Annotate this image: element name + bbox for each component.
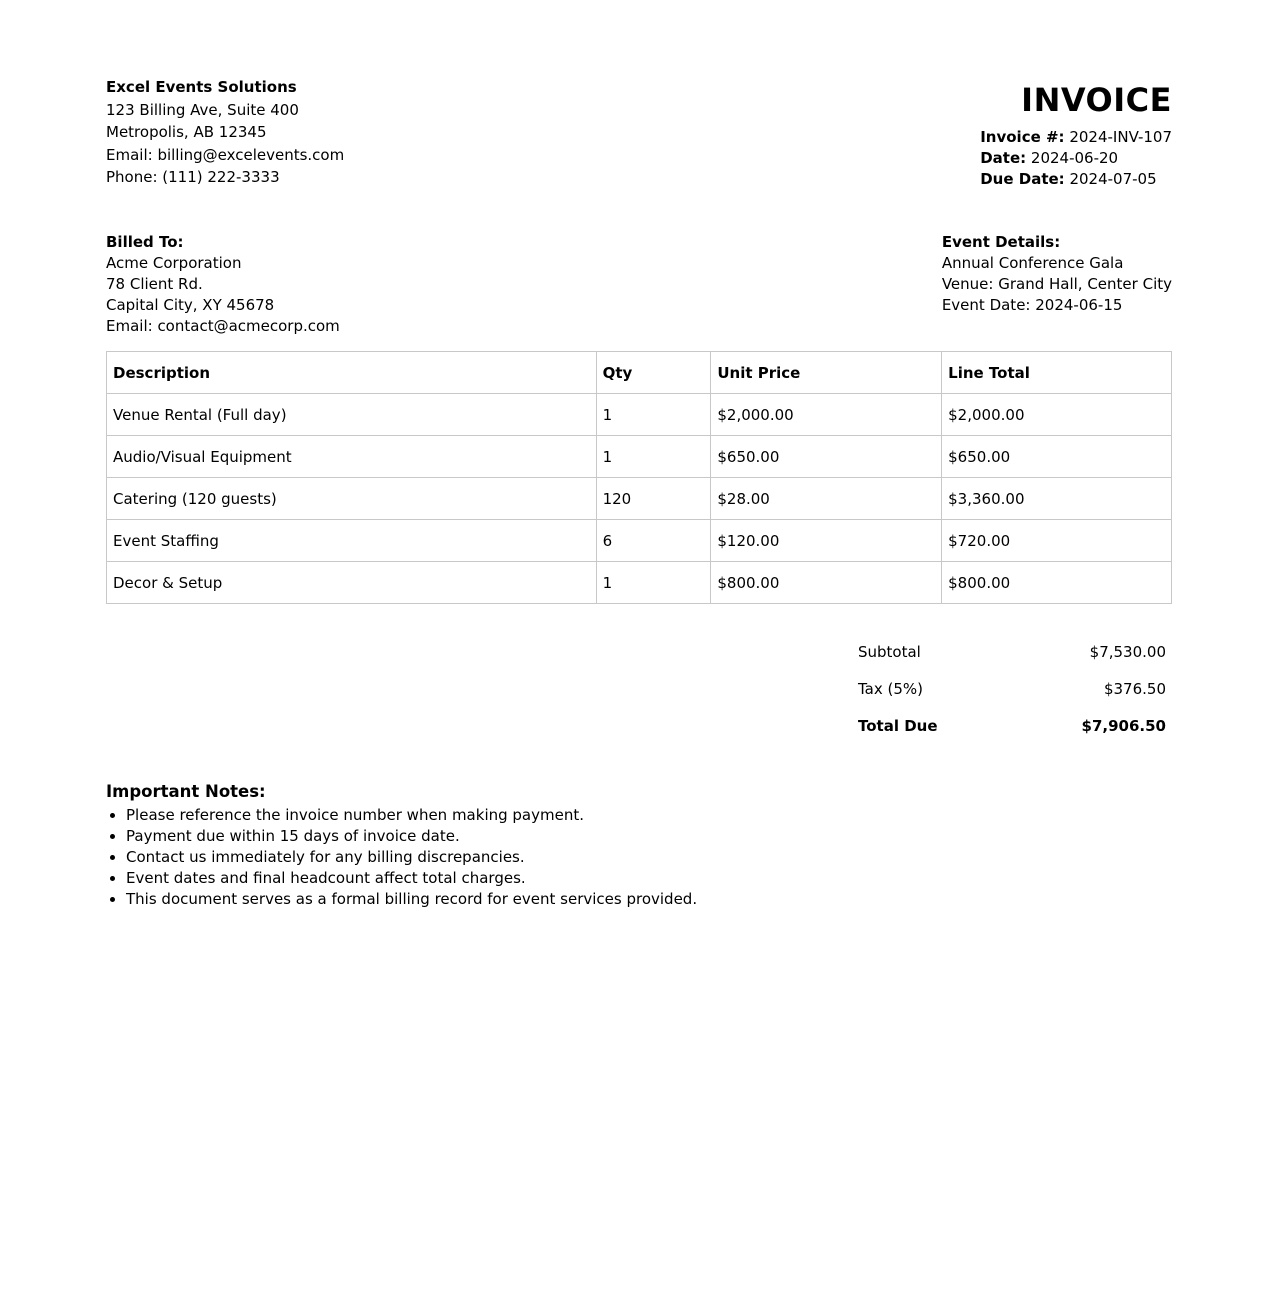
list-item: • Please reference the invoice number when making payment. <box>126 805 1172 826</box>
event-venue: Venue: Grand Hall, Center City <box>941 275 1172 293</box>
notes-section <box>106 779 1172 910</box>
cell-line-total: $2,000.00 <box>942 394 1172 436</box>
header-description: Description <box>107 352 597 394</box>
invoice-title: INVOICE <box>1021 81 1172 119</box>
invoice-number-label: Invoice #: <box>980 128 1065 146</box>
subtotal-value: $7,530.00 <box>1089 643 1166 661</box>
invoice-number: 2024-INV-107 <box>1069 128 1172 146</box>
billed-to-heading: Billed To: <box>106 233 184 251</box>
header-row <box>106 76 1172 190</box>
cell-line-total: $3,360.00 <box>942 478 1172 520</box>
cell-unit-price: $800.00 <box>711 562 942 604</box>
cell-description: Decor & Setup <box>107 562 597 604</box>
totals-block <box>852 634 1172 745</box>
invoice-page <box>106 0 1172 910</box>
table-row <box>107 520 1172 562</box>
cell-qty: 1 <box>596 394 711 436</box>
table-row <box>107 478 1172 520</box>
event-name: Annual Conference Gala <box>941 254 1124 272</box>
invoice-meta <box>980 127 1172 190</box>
list-item: • This document serves as a formal billing record for event services provided. <box>126 889 1172 910</box>
event-details-heading: Event Details: <box>941 233 1061 251</box>
subtotal-label: Subtotal <box>858 643 921 661</box>
invoice-date: 2024-06-20 <box>1030 149 1119 167</box>
table-header-row <box>107 352 1172 394</box>
event-details-block <box>942 232 1172 337</box>
company-info <box>106 76 344 189</box>
invoice-due-label: Due Date: <box>980 170 1065 188</box>
header-line-total: Line Total <box>942 352 1172 394</box>
cell-description: Audio/Visual Equipment <box>107 436 597 478</box>
list-item: • Contact us immediately for any billing discrepancies. <box>126 847 1172 868</box>
cell-qty: 6 <box>596 520 711 562</box>
table-row <box>107 394 1172 436</box>
header-qty: Qty <box>596 352 711 394</box>
company-address-line2: Metropolis, AB 12345 <box>106 123 267 141</box>
header-unit-price: Unit Price <box>711 352 942 394</box>
table-row <box>107 436 1172 478</box>
cell-description: Catering (120 guests) <box>107 478 597 520</box>
invoice-due-date: 2024-07-05 <box>1069 170 1157 188</box>
invoice-date-line <box>980 148 1172 169</box>
event-date: Event Date: 2024-06-15 <box>941 296 1123 314</box>
company-name: Excel Events Solutions <box>106 78 297 96</box>
cell-description: Venue Rental (Full day) <box>107 394 597 436</box>
company-address-line1: 123 Billing Ave, Suite 400 <box>106 100 299 119</box>
total-due-value: $7,906.50 <box>1081 717 1166 735</box>
invoice-due-line <box>980 169 1172 190</box>
client-name: Acme Corporation <box>106 254 242 272</box>
list-item: • Payment due within 15 days of invoice date. <box>126 826 1172 847</box>
total-due-label: Total Due <box>858 717 938 735</box>
notes-heading: Important Notes: <box>106 782 266 801</box>
company-email: Email: billing@excelevents.com <box>106 145 345 164</box>
company-phone: Phone: (111) 222-3333 <box>106 168 280 186</box>
invoice-date-label: Date: <box>980 149 1027 167</box>
tax-label: Tax (5%) <box>858 680 924 698</box>
cell-qty: 1 <box>596 562 711 604</box>
cell-description: Event Staffing <box>107 520 597 562</box>
client-address-line1: 78 Client Rd. <box>106 275 203 293</box>
cell-unit-price: $120.00 <box>711 520 942 562</box>
cell-line-total: $650.00 <box>942 436 1172 478</box>
parties-row <box>106 232 1172 337</box>
cell-unit-price: $650.00 <box>711 436 942 478</box>
cell-qty: 1 <box>596 436 711 478</box>
tax-value: $376.50 <box>1103 680 1166 698</box>
tax-row <box>852 671 1172 708</box>
notes-list <box>106 805 1172 910</box>
subtotal-row <box>852 634 1172 671</box>
client-address-line2: Capital City, XY 45678 <box>106 296 275 314</box>
cell-unit-price: $2,000.00 <box>711 394 942 436</box>
list-item: • Event dates and final headcount affect total charges. <box>126 868 1172 889</box>
table-row <box>107 562 1172 604</box>
cell-line-total: $720.00 <box>942 520 1172 562</box>
cell-line-total: $800.00 <box>942 562 1172 604</box>
billed-to-block <box>106 232 340 337</box>
invoice-header <box>980 80 1172 190</box>
cell-unit-price: $28.00 <box>711 478 942 520</box>
client-email: Email: contact@acmecorp.com <box>106 317 340 335</box>
line-items-table <box>106 351 1172 604</box>
invoice-number-line <box>980 127 1172 148</box>
cell-qty: 120 <box>596 478 711 520</box>
total-due-row <box>852 708 1172 745</box>
